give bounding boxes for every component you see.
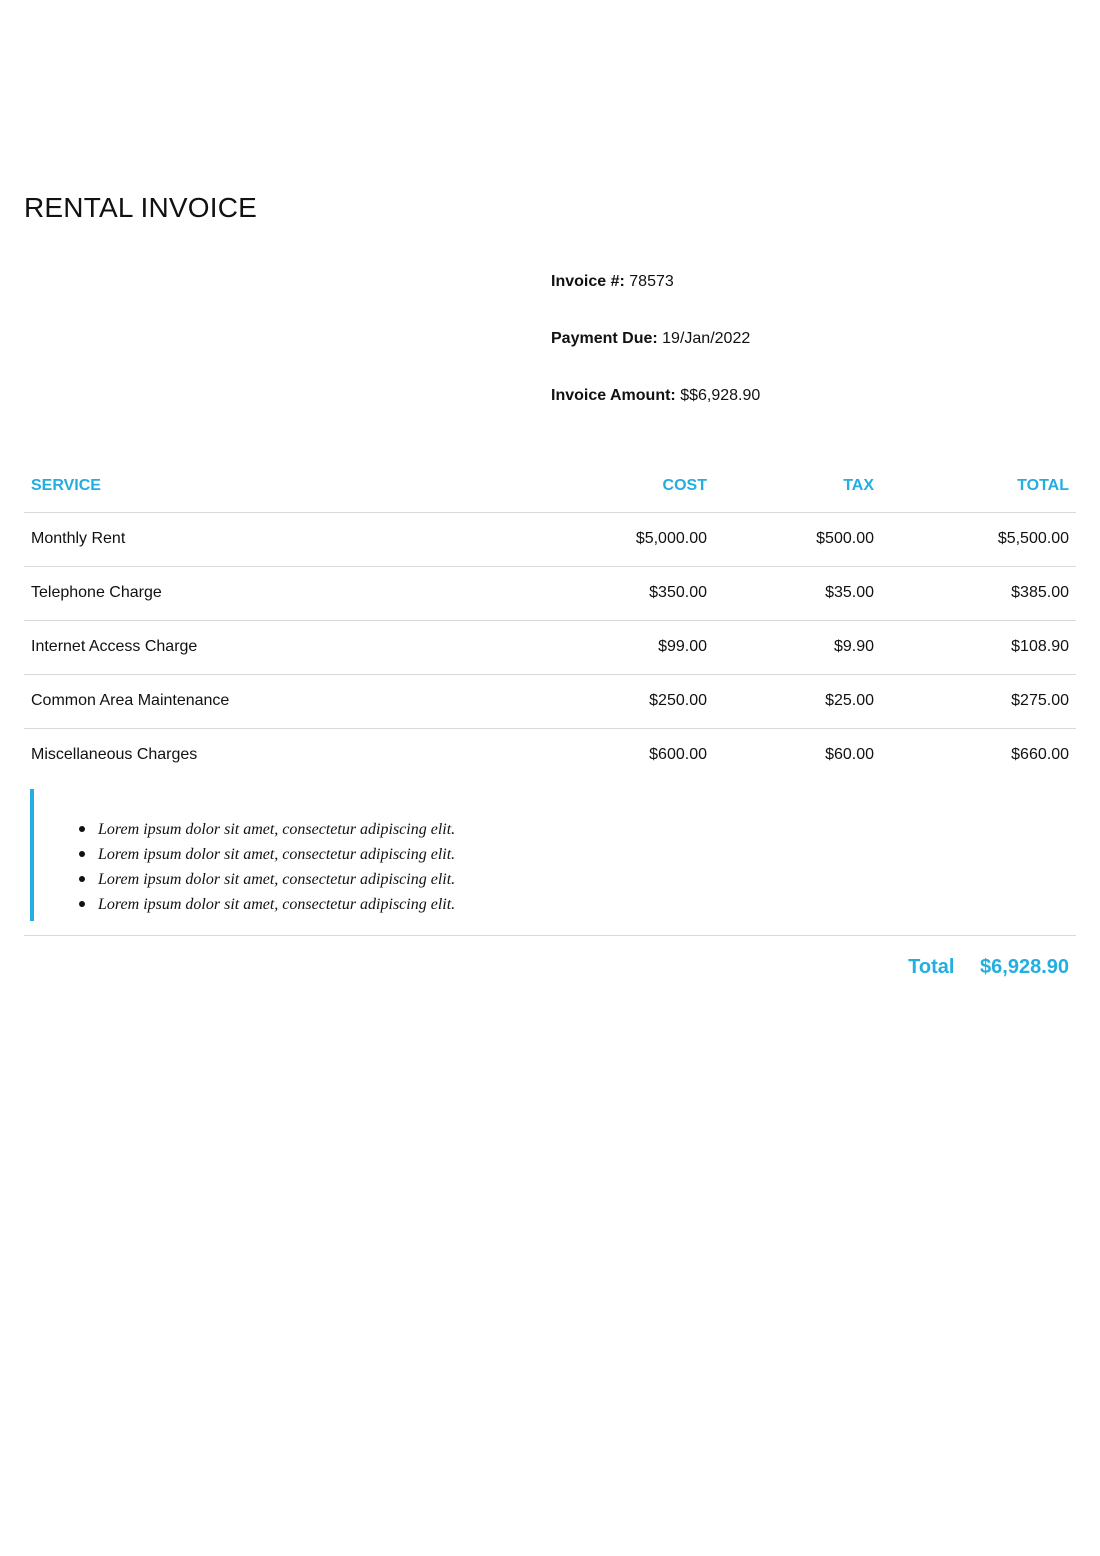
services-table bbox=[24, 460, 1076, 782]
notes-block bbox=[30, 789, 1076, 921]
invoice-amount-row bbox=[551, 384, 1051, 441]
invoice-number-label: Invoice #: bbox=[551, 273, 625, 290]
header-cost: COST bbox=[504, 460, 714, 512]
row-total: $385.00 bbox=[881, 566, 1076, 620]
grand-total bbox=[908, 956, 1069, 979]
payment-due-row bbox=[551, 327, 1051, 384]
row-service: Miscellaneous Charges bbox=[31, 746, 198, 764]
table-row bbox=[24, 674, 1076, 728]
row-cost: $250.00 bbox=[504, 674, 714, 728]
row-total: $5,500.00 bbox=[881, 512, 1076, 566]
row-tax: $9.90 bbox=[714, 620, 881, 674]
row-service: Monthly Rent bbox=[24, 512, 504, 566]
notes-list bbox=[98, 817, 1076, 917]
invoice-meta bbox=[551, 270, 1051, 441]
list-item: Lorem ipsum dolor sit amet, consectetur adipiscing elit. bbox=[98, 817, 1076, 842]
list-item: Lorem ipsum dolor sit amet, consectetur adipiscing elit. bbox=[98, 892, 1076, 917]
invoice-amount-value: $$6,928.90 bbox=[680, 387, 761, 404]
row-total: $108.90 bbox=[881, 620, 1076, 674]
row-service: Common Area Maintenance bbox=[24, 674, 504, 728]
row-cost: $5,000.00 bbox=[504, 512, 714, 566]
list-item: Lorem ipsum dolor sit amet, consectetur adipiscing elit. bbox=[98, 842, 1076, 867]
row-total: $275.00 bbox=[881, 674, 1076, 728]
table-row bbox=[24, 512, 1076, 566]
document-title: RENTAL INVOICE bbox=[24, 192, 258, 223]
invoice-number-row bbox=[551, 270, 1051, 327]
payment-due-value: 19/Jan/2022 bbox=[662, 330, 751, 347]
payment-due-label: Payment Due: bbox=[551, 330, 658, 347]
table-row bbox=[24, 728, 1076, 782]
row-tax: $60.00 bbox=[825, 746, 874, 764]
grand-total-value: $6,928.90 bbox=[980, 956, 1069, 978]
summary-divider bbox=[24, 935, 1076, 936]
row-service: Telephone Charge bbox=[24, 566, 504, 620]
row-total: $660.00 bbox=[1011, 746, 1069, 764]
row-tax: $25.00 bbox=[714, 674, 881, 728]
invoice-number-value: 78573 bbox=[629, 273, 674, 290]
row-cost: $600.00 bbox=[649, 746, 707, 764]
header-service: SERVICE bbox=[24, 460, 504, 512]
header-total: TOTAL bbox=[881, 460, 1076, 512]
row-service: Internet Access Charge bbox=[24, 620, 504, 674]
list-item: Lorem ipsum dolor sit amet, consectetur adipiscing elit. bbox=[98, 867, 1076, 892]
table-row bbox=[24, 620, 1076, 674]
row-cost: $350.00 bbox=[504, 566, 714, 620]
table-header-row bbox=[24, 460, 1076, 512]
row-cost: $99.00 bbox=[504, 620, 714, 674]
row-tax: $35.00 bbox=[714, 566, 881, 620]
row-tax: $500.00 bbox=[714, 512, 881, 566]
invoice-amount-label: Invoice Amount: bbox=[551, 387, 676, 404]
grand-total-label: Total bbox=[908, 956, 955, 978]
table-row bbox=[24, 566, 1076, 620]
header-tax: TAX bbox=[714, 460, 881, 512]
